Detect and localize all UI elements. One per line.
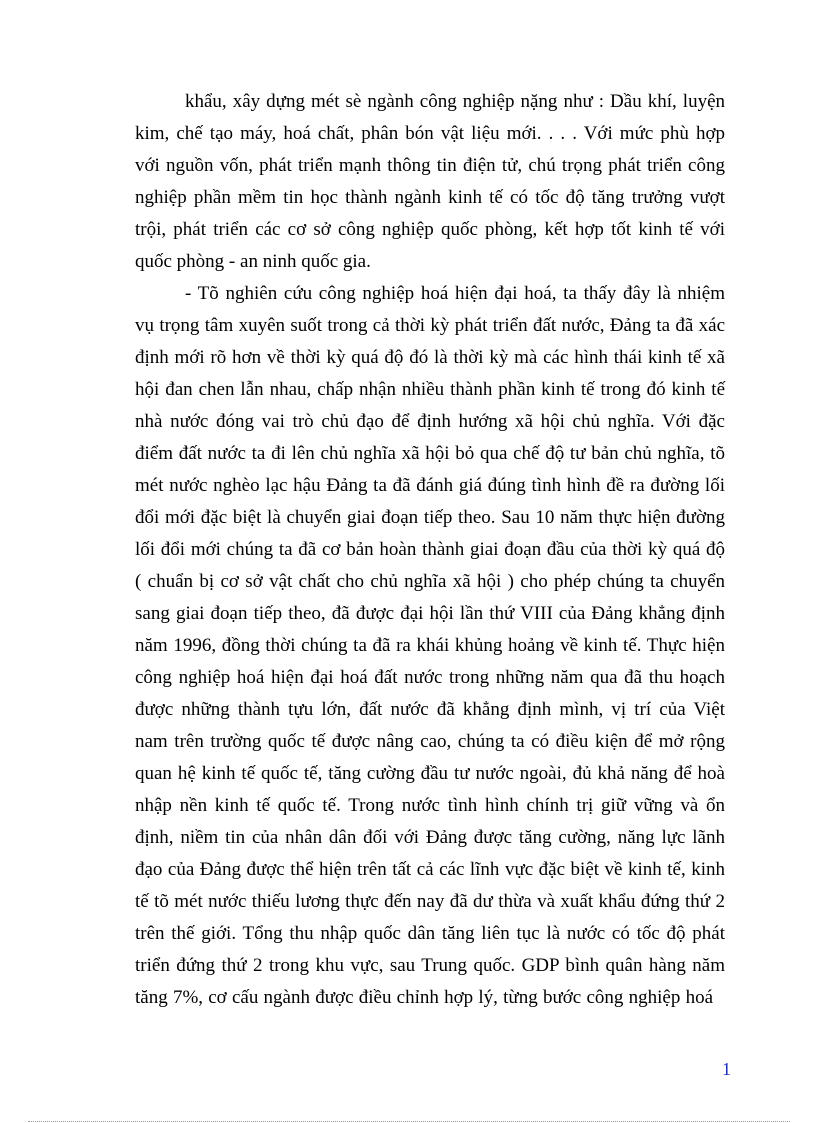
text-line: công nghiệp hoá hiện đại hoá đất nước trong những năm qua đã thu hoạch [135,667,725,688]
text-line: năm 1996, đồng thời chúng ta đã ra khái khủng hoảng về kinh tế. Thực hiện [135,635,725,656]
text-line: tăng 7%, cơ cấu ngành được điều chỉnh hợp lý, từng bước công nghiệp hoá [135,987,713,1008]
text-line: với nguồn vốn, phát triển mạnh thông tin điện tử, chú trọng phát triển công [135,155,725,176]
text-line: điểm đất nước ta đi lên chủ nghĩa xã hội bỏ qua chế độ tư bản chủ nghĩa, tõ [135,443,725,464]
text-line: khẩu, xây dựng mét sè ngành công nghiệp nặng như : Dầu khí, luyện [185,91,725,112]
text-line: trội, phát triển các cơ sở công nghiệp quốc phòng, kết hợp tốt kinh tế với [135,219,725,240]
text-line: ( chuẩn bị cơ sở vật chất cho chủ nghĩa xã hội ) cho phép chúng ta chuyển [135,571,725,592]
text-line: quốc phòng - an ninh quốc gia. [135,251,371,272]
page-bottom-divider [28,1121,790,1122]
text-line: nghiệp phần mềm tin học thành ngành kinh tế có tốc độ tăng trưởng vượt [135,187,725,208]
text-line: triển đứng thứ 2 trong khu vực, sau Trung quốc. GDP bình quân hàng năm [135,955,725,976]
text-line: nam trên trường quốc tế được nâng cao, chúng ta có điều kiện để mở rộng [135,731,725,752]
text-line: nhập nền kinh tế quốc tế. Trong nước tình hình chính trị giữ vững và ổn [135,795,725,816]
text-line: trên thế giới. Tổng thu nhập quốc dân tăng liên tục là nước có tốc độ phát [135,923,725,944]
text-line: tế tõ mét nước thiếu lương thực đến nay đã dư thừa và xuất khẩu đứng thứ 2 [135,891,725,912]
text-line: định mới rõ hơn về thời kỳ quá độ đó là thời kỳ mà các hình thái kinh tế xã [135,347,725,368]
text-line: mét nước nghèo lạc hậu Đảng ta đã đánh giá đúng tình hình đề ra đường lối [135,475,725,496]
text-line: được những thành tựu lớn, đất nước đã khẳng định mình, vị trí của Việt [135,699,725,720]
text-line: định, niềm tin của nhân dân đối với Đảng được tăng cường, năng lực lãnh [135,827,725,848]
text-line: hội đan chen lẫn nhau, chấp nhận nhiều thành phần kinh tế trong đó kinh tế [135,379,725,400]
text-line: vụ trọng tâm xuyên suốt trong cả thời kỳ phát triển đất nước, Đảng ta đã xác [135,315,725,336]
text-line: - Tõ nghiên cứu công nghiệp hoá hiện đại hoá, ta thấy đây là nhiệm [185,283,725,304]
text-line: quan hệ kinh tế quốc tế, tăng cường đầu tư nước ngoài, đủ khả năng để hoà [135,763,725,784]
text-line: đạo của Đảng được thể hiện trên tất cả các lĩnh vực đặc biệt về kinh tế, kinh [135,859,725,880]
text-line: lối đổi mới chúng ta đã cơ bản hoàn thành giai đoạn đầu của thời kỳ quá độ [135,539,725,560]
page-number: 1 [722,1059,731,1079]
text-line: sang giai đoạn tiếp theo, đã được đại hội lần thứ VIII của Đảng khẳng định [135,603,725,624]
text-line: kim, chế tạo máy, hoá chất, phân bón vật liệu mới. . . . Với mức phù hợp [135,123,725,144]
text-line: nhà nước đóng vai trò chủ đạo để định hướng xã hội chủ nghĩa. Với đặc [135,411,725,432]
text-line: đổi mới đặc biệt là chuyển giai đoạn tiếp theo. Sau 10 năm thực hiện đường [135,507,725,528]
